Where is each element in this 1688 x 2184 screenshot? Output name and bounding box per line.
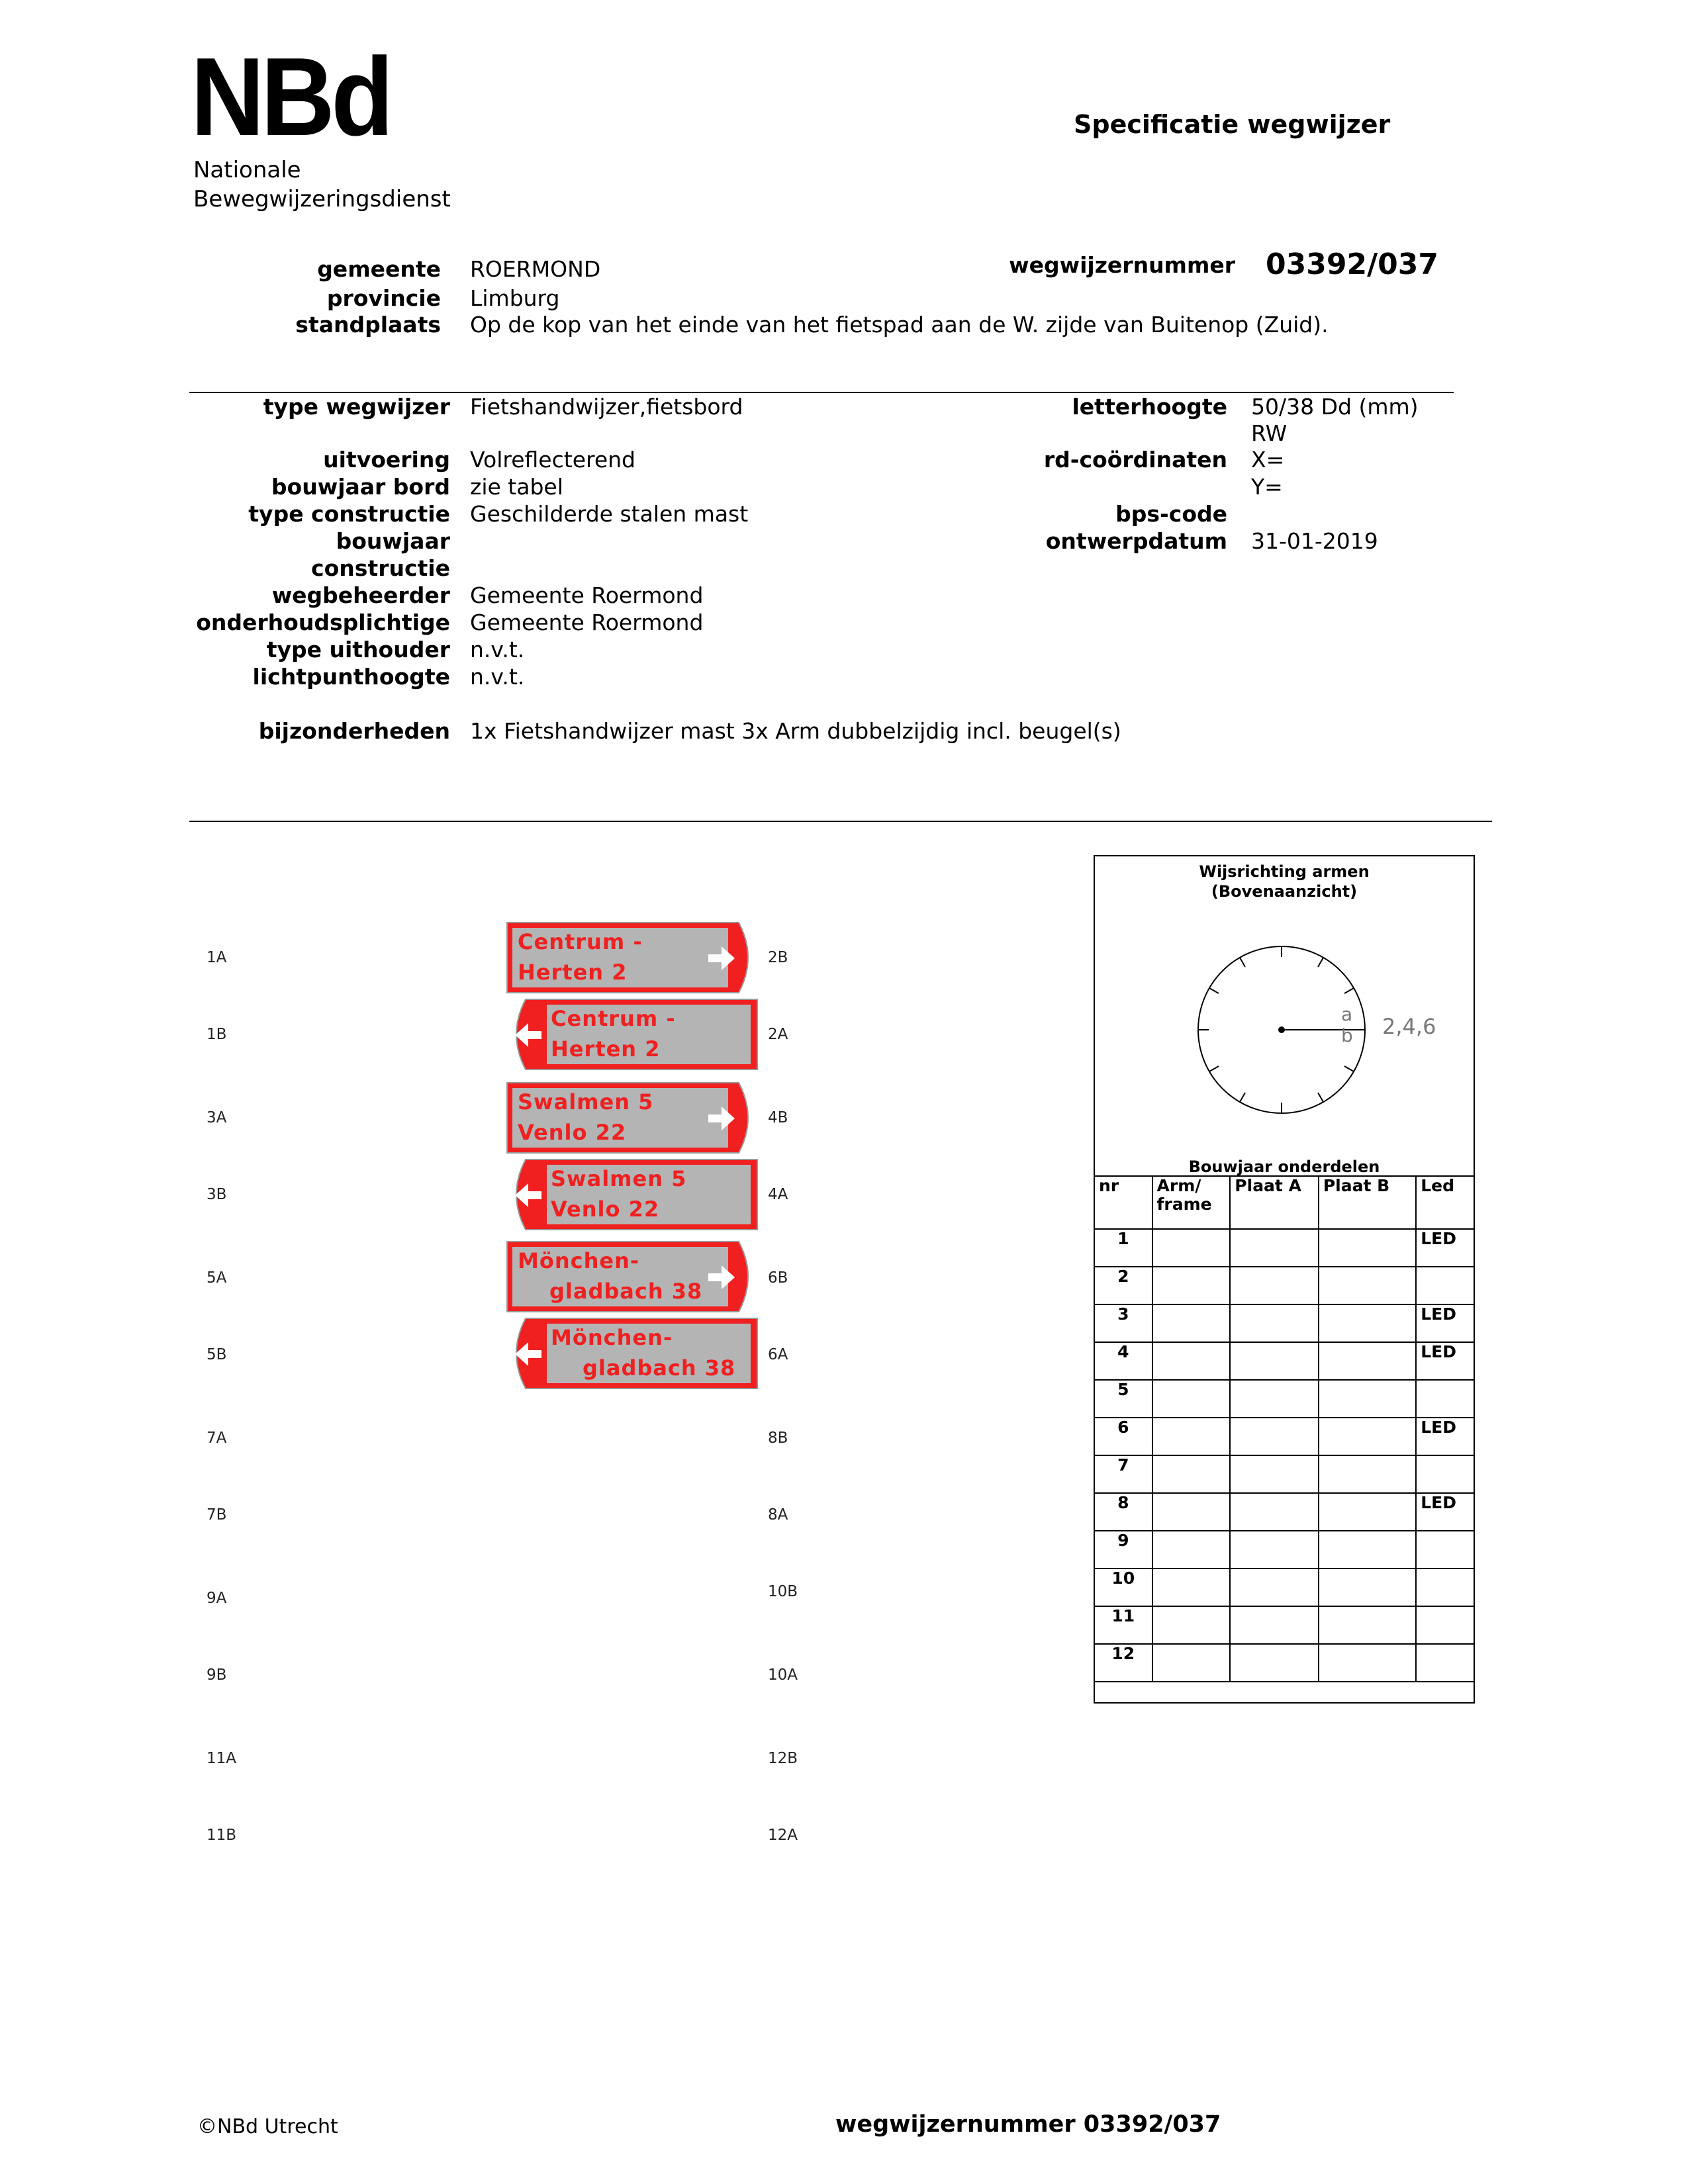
table-row (1094, 1644, 1474, 1682)
slot-label-right: 6B (768, 1269, 788, 1287)
type-wegwijzer-label: type wegwijzer (263, 394, 450, 420)
uitvoering-label: uitvoering (323, 447, 450, 473)
page-title: Specificatie wegwijzer (1074, 110, 1391, 139)
cell-plaat-b (1319, 1380, 1416, 1418)
wegwijzernummer-label: wegwijzernummer (1009, 252, 1235, 278)
cell-arm (1152, 1455, 1231, 1493)
row-nr: 6 (1094, 1418, 1152, 1455)
table-row (1094, 1606, 1474, 1644)
slot-label-right: 10A (768, 1666, 798, 1684)
slot-label-right: 4B (768, 1109, 788, 1126)
type-uithouder-label: type uithouder (266, 637, 450, 662)
arrow-left-icon (514, 1340, 544, 1371)
slot-label-right: 6A (768, 1346, 788, 1363)
sign-5b (506, 1317, 759, 1390)
table-row (1094, 1569, 1474, 1606)
sign-5a (506, 1240, 759, 1313)
footer-copyright: ©NBd Utrecht (197, 2115, 338, 2138)
cell-plaat-a (1230, 1380, 1319, 1418)
letterhoogte-value: 50/38 Dd (mm) (1251, 394, 1419, 420)
slot-label-left: 1B (207, 1026, 227, 1043)
type-uithouder-value: n.v.t. (470, 637, 525, 662)
sign-line-1: Mönchen- (518, 1248, 640, 1273)
ontwerpdatum-value: 31-01-2019 (1251, 528, 1378, 554)
table-row (1094, 1531, 1474, 1569)
bijzonderheden-label: bijzonderheden (258, 718, 450, 744)
cell-plaat-b (1319, 1606, 1416, 1644)
wegbeheerder-value: Gemeente Roermond (470, 582, 704, 608)
rd-x: X= (1251, 447, 1285, 473)
cell-arm (1152, 1380, 1231, 1418)
header-plaat-b: Plaat B (1319, 1176, 1416, 1229)
table-row (1094, 1380, 1474, 1418)
table-row (1094, 1267, 1474, 1304)
letterhoogte-label: letterhoogte (1072, 394, 1227, 420)
bouwjaar-title: Bouwjaar onderdelen (1188, 1158, 1380, 1176)
cell-plaat-b (1319, 1644, 1416, 1682)
ontwerpdatum-label: ontwerpdatum (1045, 528, 1227, 554)
row-nr: 10 (1094, 1569, 1152, 1606)
letterhoogte-value-2: RW (1251, 420, 1288, 446)
row-nr: 8 (1094, 1493, 1152, 1531)
compass-subtitle: (Bovenaanzicht) (1211, 882, 1358, 901)
compass-title: Wijsrichting armen (1199, 862, 1370, 881)
row-nr: 7 (1094, 1455, 1152, 1493)
sign-line-1: Mönchen- (551, 1325, 673, 1350)
onderhoudsplichtige-value: Gemeente Roermond (470, 610, 704, 635)
standplaats-value: Op de kop van het einde van het fietspad aan de W. zijde van Buitenop (Zuid). (470, 312, 1329, 338)
slot-label-right: 12A (768, 1827, 798, 1844)
arrow-right-icon (706, 1263, 736, 1295)
cell-arm (1152, 1304, 1231, 1342)
sign-1a (506, 921, 759, 994)
slot-label-left: 9B (207, 1666, 227, 1684)
slot-label-left: 5B (207, 1346, 227, 1363)
slot-label-right: 4A (768, 1186, 788, 1203)
cell-plaat-b (1319, 1229, 1416, 1267)
slot-label-right: 8A (768, 1506, 788, 1524)
cell-led (1416, 1606, 1474, 1644)
cell-plaat-a (1230, 1644, 1319, 1682)
provincie-value: Limburg (470, 285, 560, 311)
sign-line-1: Centrum - (518, 929, 643, 954)
cell-led: LED (1416, 1342, 1474, 1380)
table-header-row (1094, 1176, 1474, 1229)
logo-line-2: Bewegwijzeringsdienst (193, 186, 451, 212)
slot-label-right: 2A (768, 1026, 788, 1043)
slot-label-right: 8B (768, 1430, 788, 1447)
cell-plaat-b (1319, 1455, 1416, 1493)
bouwjaar-constructie-label-2: constructie (311, 555, 450, 581)
bouwjaar-constructie-label-1: bouwjaar (336, 528, 450, 554)
sign-1b (506, 998, 759, 1071)
slot-label-left: 7A (207, 1430, 227, 1447)
sign-line-2: Herten 2 (551, 1036, 661, 1062)
table-row (1094, 1418, 1474, 1455)
divider-bottom (189, 821, 1492, 822)
sign-line-1: Swalmen 5 (518, 1089, 654, 1115)
cell-plaat-a (1230, 1229, 1319, 1267)
cell-plaat-a (1230, 1267, 1319, 1304)
lichtpunthoogte-label: lichtpunthoogte (252, 664, 450, 690)
slot-label-left: 7B (207, 1506, 227, 1524)
sign-line-1: Swalmen 5 (551, 1166, 687, 1191)
cell-led (1416, 1267, 1474, 1304)
cell-led (1416, 1569, 1474, 1606)
cell-arm (1152, 1229, 1231, 1267)
cell-plaat-b (1319, 1493, 1416, 1531)
cell-plaat-b (1319, 1342, 1416, 1380)
slot-label-left: 1A (207, 949, 227, 966)
arrow-left-icon (514, 1181, 544, 1212)
footer-number: wegwijzernummer 03392/037 (835, 2111, 1221, 2138)
cell-plaat-b (1319, 1531, 1416, 1569)
cell-arm (1152, 1644, 1231, 1682)
rd-y: Y= (1251, 474, 1283, 500)
slot-label-left: 11B (207, 1827, 237, 1844)
sign-line-2: Venlo 22 (518, 1120, 627, 1145)
slot-label-right: 10B (768, 1583, 798, 1600)
cell-plaat-a (1230, 1493, 1319, 1531)
table-row (1094, 1455, 1474, 1493)
provincie-label: provincie (326, 285, 441, 311)
type-constructie-value: Geschilderde stalen mast (470, 501, 749, 527)
gemeente-label: gemeente (317, 256, 441, 282)
row-nr: 12 (1094, 1644, 1152, 1682)
rd-coordinaten-label: rd-coördinaten (1043, 447, 1227, 473)
table-row (1094, 1342, 1474, 1380)
type-wegwijzer-value: Fietshandwijzer,fietsbord (470, 394, 743, 420)
compass-label-a: a (1341, 1003, 1353, 1025)
cell-plaat-a (1230, 1342, 1319, 1380)
lichtpunthoogte-value: n.v.t. (470, 664, 525, 690)
header-plaat-a: Plaat A (1230, 1176, 1319, 1229)
row-nr: 3 (1094, 1304, 1152, 1342)
table-row (1094, 1304, 1474, 1342)
compass-label-b: b (1341, 1024, 1353, 1046)
bps-code-label: bps-code (1115, 501, 1227, 527)
bouwjaar-table (1094, 1175, 1475, 1682)
sign-3b (506, 1158, 759, 1231)
table-row (1094, 1493, 1474, 1531)
row-nr: 4 (1094, 1342, 1152, 1380)
bouwjaar-bord-label: bouwjaar bord (271, 474, 450, 500)
gemeente-value: ROERMOND (470, 256, 601, 282)
cell-arm (1152, 1531, 1231, 1569)
cell-arm (1152, 1342, 1231, 1380)
arrow-right-icon (706, 944, 736, 976)
sign-line-1: Centrum - (551, 1006, 676, 1031)
bouwjaar-bord-value: zie tabel (470, 474, 563, 500)
cell-plaat-b (1319, 1418, 1416, 1455)
cell-led: LED (1416, 1229, 1474, 1267)
cell-led (1416, 1380, 1474, 1418)
sign-line-2: Herten 2 (518, 960, 628, 985)
cell-plaat-b (1319, 1569, 1416, 1606)
cell-plaat-a (1230, 1569, 1319, 1606)
sign-line-2: gladbach 38 (583, 1355, 736, 1381)
header-nr: nr (1094, 1176, 1152, 1229)
cell-led (1416, 1455, 1474, 1493)
row-nr: 5 (1094, 1380, 1152, 1418)
cell-plaat-b (1319, 1267, 1416, 1304)
standplaats-label: standplaats (295, 312, 441, 338)
bijzonderheden-value: 1x Fietshandwijzer mast 3x Arm dubbelzijdig incl. beugel(s) (470, 718, 1121, 744)
wegwijzernummer-value: 03392/037 (1266, 248, 1438, 281)
slot-label-left: 3B (207, 1186, 227, 1203)
arrow-left-icon (514, 1021, 544, 1052)
cell-arm (1152, 1267, 1231, 1304)
cell-arm (1152, 1606, 1231, 1644)
type-constructie-label: type constructie (248, 501, 450, 527)
logo-line-1: Nationale (193, 157, 301, 183)
sign-line-2: Venlo 22 (551, 1197, 660, 1222)
compass-arms-label: 2,4,6 (1382, 1014, 1436, 1039)
cell-led: LED (1416, 1493, 1474, 1531)
slot-label-left: 11A (207, 1750, 237, 1767)
row-nr: 9 (1094, 1531, 1152, 1569)
cell-arm (1152, 1418, 1231, 1455)
uitvoering-value: Volreflecterend (470, 447, 635, 473)
cell-plaat-a (1230, 1606, 1319, 1644)
row-nr: 2 (1094, 1267, 1152, 1304)
cell-arm (1152, 1493, 1231, 1531)
sign-line-2: gladbach 38 (549, 1279, 703, 1304)
cell-led: LED (1416, 1418, 1474, 1455)
slot-label-left: 9A (207, 1590, 227, 1607)
cell-led: LED (1416, 1304, 1474, 1342)
header-arm-frame-text: Arm/ frame (1156, 1176, 1212, 1214)
header-arm-frame (1152, 1176, 1231, 1229)
table-row (1094, 1229, 1474, 1267)
cell-arm (1152, 1569, 1231, 1606)
row-nr: 11 (1094, 1606, 1152, 1644)
sign-3a (506, 1081, 759, 1154)
wegbeheerder-label: wegbeheerder (271, 582, 450, 608)
cell-plaat-a (1230, 1304, 1319, 1342)
cell-plaat-a (1230, 1418, 1319, 1455)
cell-plaat-a (1230, 1531, 1319, 1569)
row-nr: 1 (1094, 1229, 1152, 1267)
cell-plaat-b (1319, 1304, 1416, 1342)
slot-label-left: 3A (207, 1109, 227, 1126)
onderhoudsplichtige-label: onderhoudsplichtige (196, 610, 450, 635)
cell-led (1416, 1531, 1474, 1569)
cell-plaat-a (1230, 1455, 1319, 1493)
slot-label-right: 12B (768, 1750, 798, 1767)
arrow-right-icon (706, 1104, 736, 1136)
slot-label-left: 5A (207, 1269, 227, 1287)
header-led: Led (1416, 1176, 1474, 1229)
slot-label-right: 2B (768, 949, 788, 966)
cell-led (1416, 1644, 1474, 1682)
nbd-logo: NBd (191, 34, 391, 159)
